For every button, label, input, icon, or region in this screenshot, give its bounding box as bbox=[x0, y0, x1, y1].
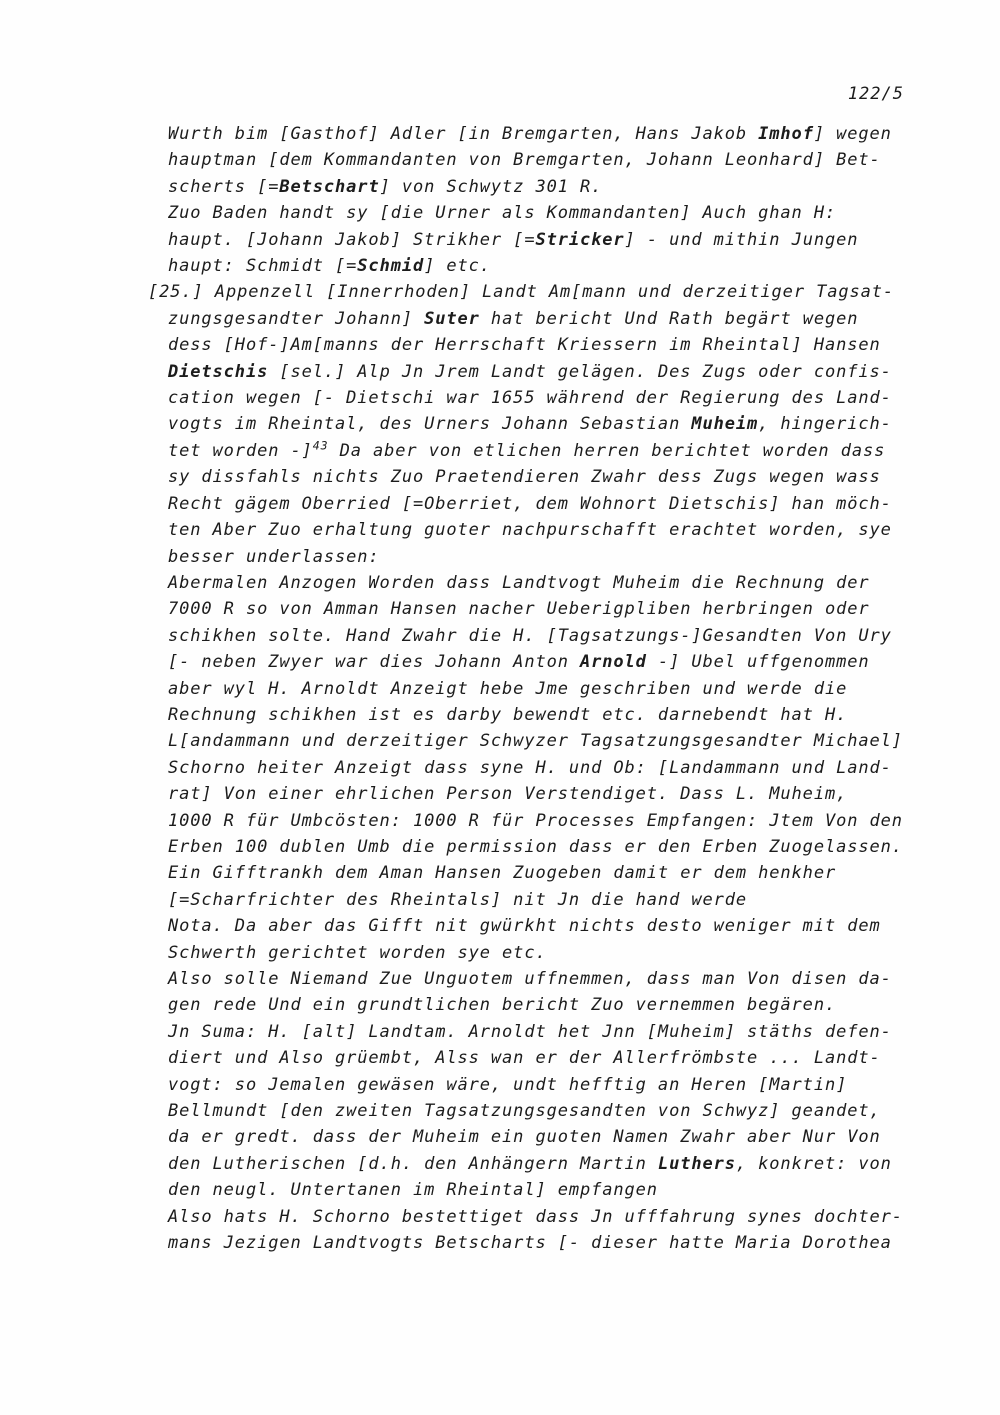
text-segment: -] Ubel uffgenommen bbox=[646, 652, 870, 673]
text-segment: Jn Suma: H. [alt] Landtam. Arnoldt het Jnn [Muheim] stäths defen- bbox=[168, 1021, 892, 1042]
text-line bbox=[148, 438, 938, 464]
text-line bbox=[148, 728, 938, 754]
text-line bbox=[148, 940, 938, 966]
emphasized-text: Muheim bbox=[691, 414, 759, 435]
emphasized-text: Schmid bbox=[357, 256, 425, 277]
text-segment: vogts im Rheintal, des Urners Johann Sebastian bbox=[168, 414, 692, 435]
text-segment: rat] Von einer ehrlichen Person Verstendiget. Dass L. Muheim, bbox=[168, 784, 848, 805]
text-segment: Abermalen Anzogen Worden dass Landtvogt Muheim die Rechnung der bbox=[168, 572, 870, 593]
text-segment: dess [Hof-]Am[manns der Herrschaft Kriessern im Rheintal] Hansen bbox=[168, 335, 881, 356]
text-segment: 7000 R so von Amman Hansen nacher Ueberigpliben herbringen oder bbox=[168, 599, 870, 620]
text-segment: ten Aber Zuo erhaltung guoter nachpurschafft erachtet worden, sye bbox=[168, 520, 892, 541]
text-line bbox=[148, 992, 938, 1018]
text-segment: aber wyl H. Arnoldt Anzeigt hebe Jme geschriben und werde die bbox=[168, 678, 848, 699]
text-line bbox=[148, 279, 938, 305]
page-number: 122/5 bbox=[847, 84, 904, 104]
emphasized-text: Stricker bbox=[535, 229, 625, 250]
text-segment: ] wegen bbox=[813, 124, 892, 144]
text-line bbox=[148, 702, 938, 728]
text-line bbox=[148, 913, 938, 939]
text-segment: den neugl. Untertanen im Rheintal] empfangen bbox=[168, 1180, 658, 1201]
text-segment: diert und Also grüembt, Alss wan er der Allerfrömbste ... Landt- bbox=[168, 1048, 881, 1069]
text-line bbox=[148, 781, 938, 807]
text-segment: 1000 R für Umbcösten: 1000 R für Processes Empfangen: Jtem Von den bbox=[168, 810, 903, 831]
text-segment: Ein Gifftrankh dem Aman Hansen Zuogeben damit er dem henkher bbox=[168, 863, 837, 884]
text-segment: Also hats H. Schorno bestettiget dass Jn ufffahrung synes dochter- bbox=[168, 1206, 903, 1227]
text-line bbox=[148, 332, 938, 358]
text-segment: haupt. [Johann Jakob] Strikher [= bbox=[168, 229, 536, 250]
text-segment: ] von Schwytz 301 R. bbox=[379, 176, 603, 197]
text-line bbox=[148, 887, 938, 913]
text-segment: den Lutherischen [d.h. den Anhängern Martin bbox=[168, 1153, 658, 1174]
emphasized-text: Betschart bbox=[279, 176, 380, 197]
text-segment: gen rede Und ein grundtlichen bericht Zuo vernemmen begären. bbox=[168, 995, 837, 1016]
text-segment: Recht gägem Oberried [=Oberriet, dem Wohnort Dietschis] han möch- bbox=[168, 493, 892, 514]
text-segment: Also solle Niemand Zue Unguotem uffnemmen, dass man Von disen da- bbox=[168, 969, 892, 989]
text-segment: cation wegen [- Dietschi war 1655 während der Regierung des Land- bbox=[168, 388, 892, 409]
text-line bbox=[148, 121, 938, 147]
text-line bbox=[148, 359, 938, 385]
text-segment: hauptman [dem Kommandanten von Bremgarten, Johann Leonhard] Bet- bbox=[168, 150, 881, 171]
text-segment: [- neben Zwyer war dies Johann Anton bbox=[168, 652, 580, 673]
text-line bbox=[148, 1177, 938, 1203]
text-segment: da er gredt. dass der Muheim ein guoten Namen Zwahr aber Nur Von bbox=[168, 1127, 881, 1148]
text-line bbox=[148, 1072, 938, 1098]
text-segment: Rechnung schikhen ist es darby bewendt etc. darnebendt hat H. bbox=[168, 704, 848, 725]
text-segment: sy dissfahls nichts Zuo Praetendieren Zwahr dess Zugs wegen wass bbox=[168, 467, 881, 488]
text-line bbox=[148, 1124, 938, 1150]
text-line bbox=[148, 1019, 938, 1045]
text-line bbox=[148, 1204, 938, 1230]
text-segment: Wurth bim [Gasthof] Adler [in Bremgarten, Hans Jakob bbox=[168, 124, 759, 144]
text-segment: , hingerich- bbox=[758, 414, 892, 435]
emphasized-text: Dietschis bbox=[168, 361, 269, 382]
text-line bbox=[148, 623, 938, 649]
text-segment: besser underlassen: bbox=[168, 546, 380, 567]
text-segment: vogt: so Jemalen gewäsen wäre, undt hefftig an Heren [Martin] bbox=[168, 1074, 848, 1095]
text-line bbox=[148, 517, 938, 543]
text-segment: Da aber von etlichen herren berichtet worden dass bbox=[328, 440, 886, 461]
text-segment: Bellmundt [den zweiten Tagsatzungsgesandten von Schwyz] geandet, bbox=[168, 1101, 881, 1122]
text-segment: Erben 100 dublen Umb die permission dass er den Erben Zuogelassen. bbox=[168, 836, 903, 857]
emphasized-text: Imhof bbox=[758, 124, 814, 144]
text-line bbox=[148, 676, 938, 702]
text-segment: Schorno heiter Anzeigt dass syne H. und Ob: [Landammann und Land- bbox=[168, 757, 892, 778]
text-segment: haupt: Schmidt [= bbox=[168, 256, 358, 277]
text-line bbox=[148, 966, 938, 992]
text-line bbox=[148, 385, 938, 411]
text-segment: [=Scharfrichter des Rheintals] nit Jn die hand werde bbox=[168, 889, 748, 910]
text-segment: [sel.] Alp Jn Jrem Landt gelägen. Des Zugs oder confis- bbox=[268, 361, 892, 382]
text-line bbox=[148, 860, 938, 886]
text-line bbox=[148, 174, 938, 200]
text-line bbox=[148, 570, 938, 596]
text-line bbox=[148, 491, 938, 517]
text-line bbox=[148, 200, 938, 226]
text-line bbox=[148, 1098, 938, 1124]
emphasized-text: Luthers bbox=[657, 1153, 736, 1174]
text-segment: [25.] Appenzell [Innerrhoden] Landt Am[mann und derzeitiger Tagsat- bbox=[148, 282, 895, 303]
text-line bbox=[148, 306, 938, 332]
emphasized-text: Arnold bbox=[580, 652, 647, 673]
text-segment: tet worden -] bbox=[168, 440, 313, 461]
text-line bbox=[148, 808, 938, 834]
text-segment: ] - und mithin Jungen bbox=[624, 229, 859, 250]
text-line bbox=[148, 755, 938, 781]
text-line bbox=[148, 411, 938, 437]
text-segment: Schwerth gerichtet worden sye etc. bbox=[168, 942, 547, 963]
footnote-marker: 43 bbox=[312, 438, 329, 453]
text-line bbox=[148, 147, 938, 173]
text-segment: Zuo Baden handt sy [die Urner als Kommandanten] Auch ghan H: bbox=[168, 203, 837, 224]
text-segment: zungsgesandter Johann] bbox=[168, 308, 425, 329]
text-line bbox=[148, 227, 938, 253]
text-segment: hat bericht Und Rath begärt wegen bbox=[479, 308, 859, 329]
text-line bbox=[148, 544, 938, 570]
text-line bbox=[148, 649, 938, 675]
text-segment: schikhen solte. Hand Zwahr die H. [Tagsatzungs-]Gesandten Von Ury bbox=[168, 625, 892, 646]
text-segment: ] etc. bbox=[424, 256, 491, 277]
text-line bbox=[148, 464, 938, 490]
text-segment: scherts [= bbox=[168, 176, 280, 197]
text-line bbox=[148, 596, 938, 622]
text-line bbox=[148, 1045, 938, 1071]
text-segment: mans Jezigen Landtvogts Betscharts [- dieser hatte Maria Dorothea bbox=[168, 1233, 892, 1254]
emphasized-text: Suter bbox=[424, 308, 480, 329]
text-line bbox=[148, 1151, 938, 1177]
document-text bbox=[148, 121, 938, 1256]
text-segment: Nota. Da aber das Gifft nit gwürkht nichts desto weniger mit dem bbox=[168, 916, 881, 937]
text-line bbox=[148, 834, 938, 860]
text-segment: , konkret: von bbox=[735, 1153, 892, 1174]
text-line bbox=[148, 1230, 938, 1256]
text-segment: L[andammann und derzeitiger Schwyzer Tagsatzungsgesandter Michael] bbox=[168, 731, 903, 752]
text-line bbox=[148, 253, 938, 279]
